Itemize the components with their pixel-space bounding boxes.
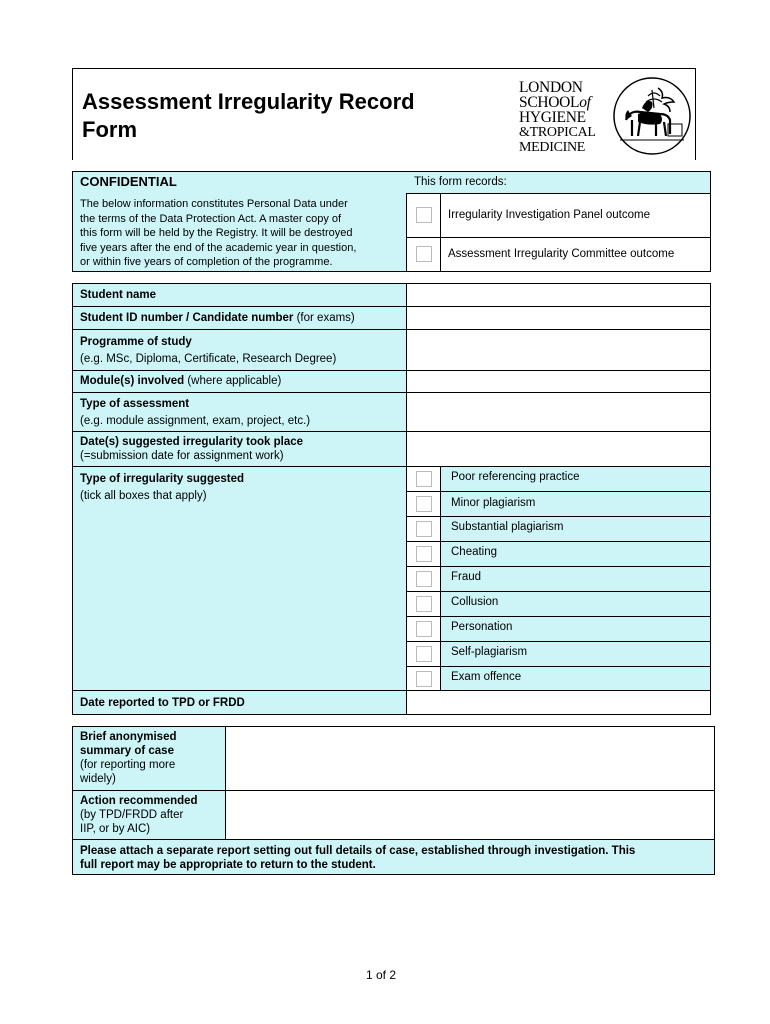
option-cheating: Cheating — [451, 546, 498, 558]
modules-field[interactable] — [407, 371, 710, 392]
checkbox-poor-referencing[interactable] — [416, 471, 432, 487]
student-id-field[interactable] — [407, 307, 710, 329]
checkbox-exam-offence[interactable] — [416, 671, 432, 687]
action-recommended-label: Action recommended (by TPD/FRDD after IIP, or by AIC) — [80, 795, 198, 835]
records-label: This form records: — [414, 176, 507, 188]
irregularity-dates-field[interactable] — [407, 432, 710, 466]
checkbox-iip-outcome[interactable] — [416, 207, 432, 223]
confidential-heading: CONFIDENTIAL — [80, 174, 177, 189]
option-aic-outcome: Assessment Irregularity Committee outcome — [448, 248, 675, 260]
data-protection-notice: The below information constitutes Personal Data under the terms of the Data Protection Act. A master copy of this form will be held by the Registry. It will be destroyed five years after the end of the academic year in question, or within five years of completion of the programme. — [80, 198, 357, 268]
records-options-box — [406, 193, 711, 272]
checkbox-aic-outcome[interactable] — [416, 246, 432, 262]
option-separator — [407, 566, 710, 567]
checkbox-self-plagiarism[interactable] — [416, 646, 432, 662]
option-self-plagiarism: Self-plagiarism — [451, 646, 528, 658]
option-separator — [407, 616, 710, 617]
row-separator — [73, 466, 710, 467]
title-line-1: Assessment Irregularity Record — [82, 89, 415, 114]
programme-field[interactable] — [407, 330, 710, 370]
option-separator — [407, 541, 710, 542]
page-title — [82, 88, 415, 144]
brief-summary-field[interactable] — [226, 727, 714, 790]
option-minor-plagiarism: Minor plagiarism — [451, 497, 536, 509]
checkbox-minor-plagiarism[interactable] — [416, 496, 432, 512]
logo-line-2: SCHOOLof — [519, 94, 591, 111]
school-logo — [519, 80, 611, 155]
checkbox-fraud[interactable] — [416, 571, 432, 587]
student-name-label: Student name — [80, 289, 157, 301]
option-fraud: Fraud — [451, 571, 482, 583]
title-line-2: Form — [82, 117, 137, 142]
logo-line-3: HYGIENE — [519, 109, 586, 126]
date-reported-label: Date reported to TPD or FRDD — [80, 697, 245, 709]
option-separator — [407, 666, 710, 667]
irregularity-dates-label: Date(s) suggested irregularity took place (=submission date for assignment work) — [80, 436, 304, 462]
option-personation: Personation — [451, 621, 513, 633]
student-id-label: Student ID number / Candidate number (for exams) — [80, 312, 355, 324]
action-recommended-field[interactable] — [226, 791, 714, 839]
option-separator — [407, 641, 710, 642]
option-poor-referencing: Poor referencing practice — [451, 471, 580, 483]
logo-line-5: MEDICINE — [519, 140, 586, 155]
page-number: 1 of 2 — [366, 968, 397, 982]
student-name-field[interactable] — [407, 284, 710, 306]
records-options-divider-v — [440, 193, 441, 272]
option-iip-outcome: Irregularity Investigation Panel outcome — [448, 209, 650, 221]
assessment-type-field[interactable] — [407, 393, 710, 431]
checkbox-substantial-plagiarism[interactable] — [416, 521, 432, 537]
checkbox-cheating[interactable] — [416, 546, 432, 562]
modules-label: Module(s) involved (where applicable) — [80, 375, 282, 387]
attach-report-note: Please attach a separate report setting out full details of case, established through investigation. This full report may be appropriate to return to the student. — [80, 845, 636, 871]
assessment-type-label: Type of assessment (e.g. module assignment, exam, project, etc.) — [80, 398, 311, 427]
option-separator — [407, 491, 710, 492]
date-reported-field[interactable] — [407, 691, 710, 714]
option-exam-offence: Exam offence — [451, 671, 522, 683]
horse-and-rider-seal-icon — [612, 76, 692, 156]
brief-summary-label: Brief anonymised summary of case (for reporting more widely) — [80, 731, 177, 785]
logo-line-4: &TROPICAL — [519, 125, 596, 140]
logo-line-1: LONDON — [519, 79, 583, 96]
option-separator — [407, 516, 710, 517]
checkbox-collusion[interactable] — [416, 596, 432, 612]
option-collusion: Collusion — [451, 596, 499, 608]
irregularity-type-label: Type of irregularity suggested (tick all boxes that apply) — [80, 473, 245, 502]
checkbox-personation[interactable] — [416, 621, 432, 637]
option-separator — [407, 591, 710, 592]
records-options-divider-h — [406, 237, 711, 238]
option-substantial-plagiarism: Substantial plagiarism — [451, 521, 564, 533]
irregularity-checkbox-divider — [440, 466, 441, 690]
programme-label: Programme of study (e.g. MSc, Diploma, Certificate, Research Degree) — [80, 336, 337, 365]
